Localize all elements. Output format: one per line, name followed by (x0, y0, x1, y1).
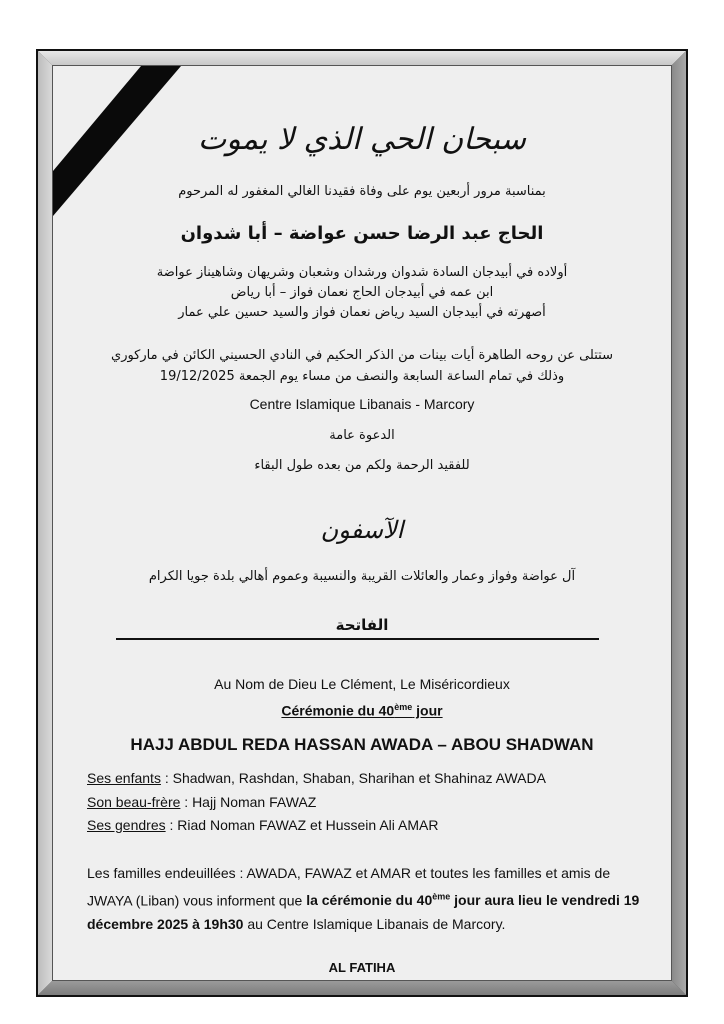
notice-bold2: jour aura lieu le vendredi 19 décembre 2025 à 19h30 (87, 892, 640, 932)
deceased-name-arabic: الحاج عبد الرضا حسن عواضة – أبا شدوان (180, 223, 544, 244)
closing-fatiha: AL FATIHA (328, 960, 396, 975)
condolence-line: للفقيد الرحمة ولكم من بعده طول البقاء (254, 458, 470, 473)
family-line: ابن عمه في أبيدجان الحاج نعمان فواز – أبا رياض (230, 285, 494, 300)
ceremony-title-sup: ème (394, 702, 413, 712)
relations-list (87, 767, 647, 838)
ceremony-line: وذلك في تمام الساعة السابعة والنصف من مساء يوم الجمعة 19/12/2025 (159, 369, 565, 384)
notice-part2: au Centre Islamique Libanais de Marcory. (243, 915, 506, 932)
deceased-name-french: HAJJ ABDUL REDA HASSAN AWADA – ABOU SHADWAN (130, 735, 594, 754)
mourners-title: الآسفون (320, 516, 404, 544)
notice-part1: Les familles endeuillées : AWADA, FAWAZ et AMAR et toutes les familles et amis de JWAYA (Liban) vous informent que (87, 865, 611, 909)
ceremony-title-prefix: Cérémonie du 40 (281, 702, 395, 719)
frame-bevel-top (38, 51, 686, 65)
occasion-line: بمناسبة مرور أربعين يوم على وفاة فقيدنا الغالي المغفور له المرحوم (178, 184, 546, 199)
notice-bold1: la cérémonie du 40 (306, 892, 433, 909)
relation-sons-in-law: Ses gendres : Riad Noman FAWAZ et Hussein Ali AMAR (87, 817, 439, 833)
relation-children: Ses enfants : Shadwan, Rashdan, Shaban, Sharihan et Shahinaz AWADA (87, 770, 546, 786)
public-invitation: الدعوة عامة (329, 428, 395, 443)
section-divider (116, 638, 599, 640)
ceremony-title (0, 702, 724, 719)
fatiha-arabic: الفاتحة (335, 616, 389, 634)
ceremony-line: ستتلى عن روحه الطاهرة أيات بينات من الذكر الحكيم في النادي الحسيني الكائن في ماركوري (111, 348, 613, 363)
family-line: أصهرته في أبيدجان السيد رياض نعمان فواز والسيد حسين علي عمار (178, 305, 546, 320)
mourners-line: آل عواضة وفواز وعمار والعائلات القريبة والنسيبة وعموم أهالي بلدة جويا الكرام (148, 569, 576, 584)
venue-latin: Centre Islamique Libanais - Marcory (249, 396, 475, 412)
frame-bevel-bottom (38, 981, 686, 995)
invocation-line: Au Nom de Dieu Le Clément, Le Miséricordieux (214, 676, 510, 692)
ceremony-title-suffix: jour (412, 702, 443, 719)
notice-bold-sup: ème (432, 891, 451, 902)
family-line: أولاده في أبيدجان السادة شدوان ورشدان وشعبان وشريهان وشاهيناز عواضة (156, 265, 568, 280)
title-calligraphy: سبحان الحي الذي لا يموت (198, 122, 526, 157)
families-notice (87, 862, 647, 936)
relation-brother-in-law: Son beau-frère : Hajj Noman FAWAZ (87, 793, 317, 810)
